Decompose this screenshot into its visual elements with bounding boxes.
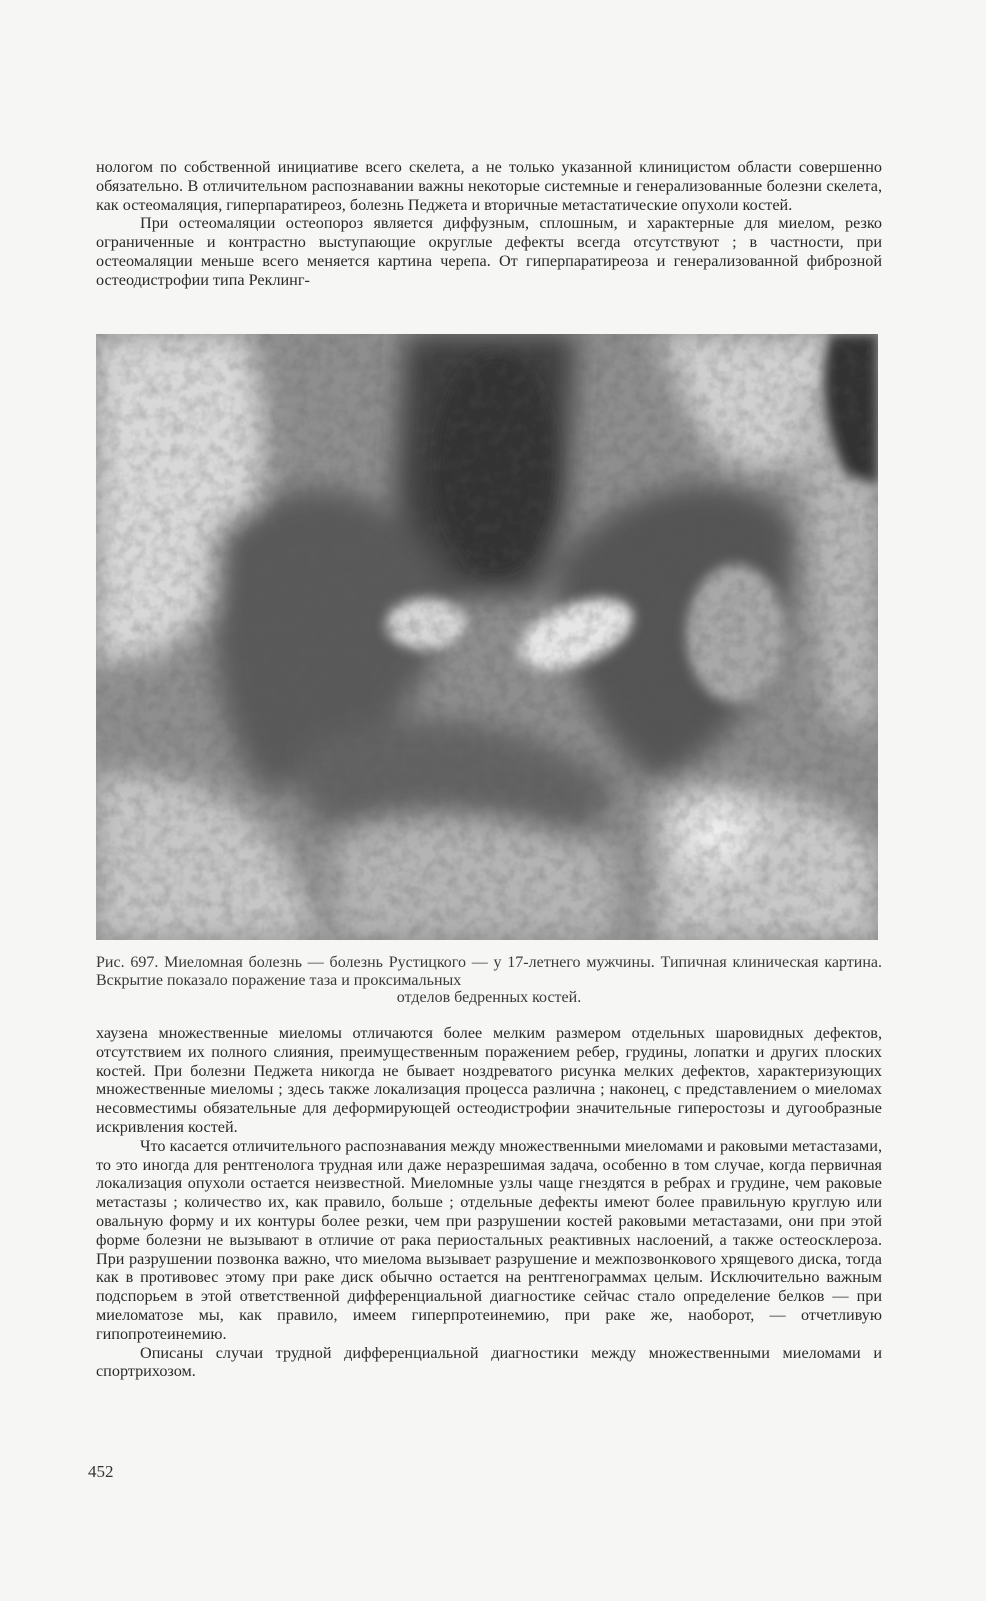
figure-caption (96, 954, 882, 1007)
paragraph: нологом по собственной инициативе всего скелета, а не только указанной клиницистом области совершенно обязательно. В отличительном распознавании важны некоторые системные и генерализованные болезни скелета, как остеомаляция, гиперпаратиреоз, болезнь Педжета и вторичные метастатические опухоли костей. (96, 158, 882, 214)
pelvis-xray-image (96, 334, 878, 940)
bottom-text-block (96, 1024, 882, 1381)
paragraph: Описаны случаи трудной дифференциальной диагностики между множественными миеломами и спортрихозом. (96, 1343, 882, 1381)
paragraph: хаузена множественные миеломы отличаются более мелким размером отдельных шаровидных дефектов, отсутствием их полного слияния, преимущественным поражением ребер, грудины, лопатки и других плоских костей. При болезни Педжета никогда не бывает ноздреватого рисунка мелких дефектов, характеризующих множественные миеломы ; здесь также локализация процесса различна ; наконец, с представлением о миеломах несовместимы обязательные для деформирующей остеодистрофии значительные гиперостозы и дугообразные искривления костей. (96, 1024, 882, 1136)
caption-last-line: отделов бедренных костей. (396, 989, 582, 1006)
paragraph: При остеомаляции остеопороз является диффузным, сплошным, и характерные для миелом, резко ограниченные и контрастно выступающие округлые дефекты всегда отсутствуют ; в частности, при остеомаляции меньше всего меняется картина черепа. От гиперпаратиреоза и генерализованной фиброзной остеодистрофии типа Реклинг- (96, 214, 882, 289)
top-text-block (96, 158, 882, 290)
caption-text: Рис. 697. Миеломная болезнь — болезнь Рустицкого — у 17-летнего мужчины. Типичная клиническая картина. Вскрытие показало поражение таза и проксимальных (96, 954, 882, 989)
page-number: 452 (88, 1462, 114, 1481)
paragraph: Что касается отличительного распознавания между множественными миеломами и раковыми метастазами, то это иногда для рентгенолога трудная или даже неразрешимая задача, особенно в том случае, когда первичная локализация опухоли остается неизвестной. Миеломные узлы чаще гнездятся в ребрах и грудине, чем раковые метастазы ; количество их, как правило, больше ; отдельные дефекты имеют более правильную круглую или овальную форму и их контуры более резки, чем при разрушении костей раковыми метастазами, они при этой форме болезни не вызывают в отличие от рака периостальных реактивных наслоений, а также остеосклероза. При разрушении позвонка важно, что миелома вызывает разрушение и межпозвонкового хрящевого диска, тогда как в противовес этому при раке диск обычно остается на рентгенограммах целым. Исключительно важным подспорьем в этой ответственной дифференциальной диагностике сейчас стало определение белков — при миеломатозе мы, как правило, имеем гиперпротеинемию, при раке же, наоборот, — отчетливую гипопротеинемию. (96, 1136, 882, 1343)
xray-figure (96, 334, 878, 940)
